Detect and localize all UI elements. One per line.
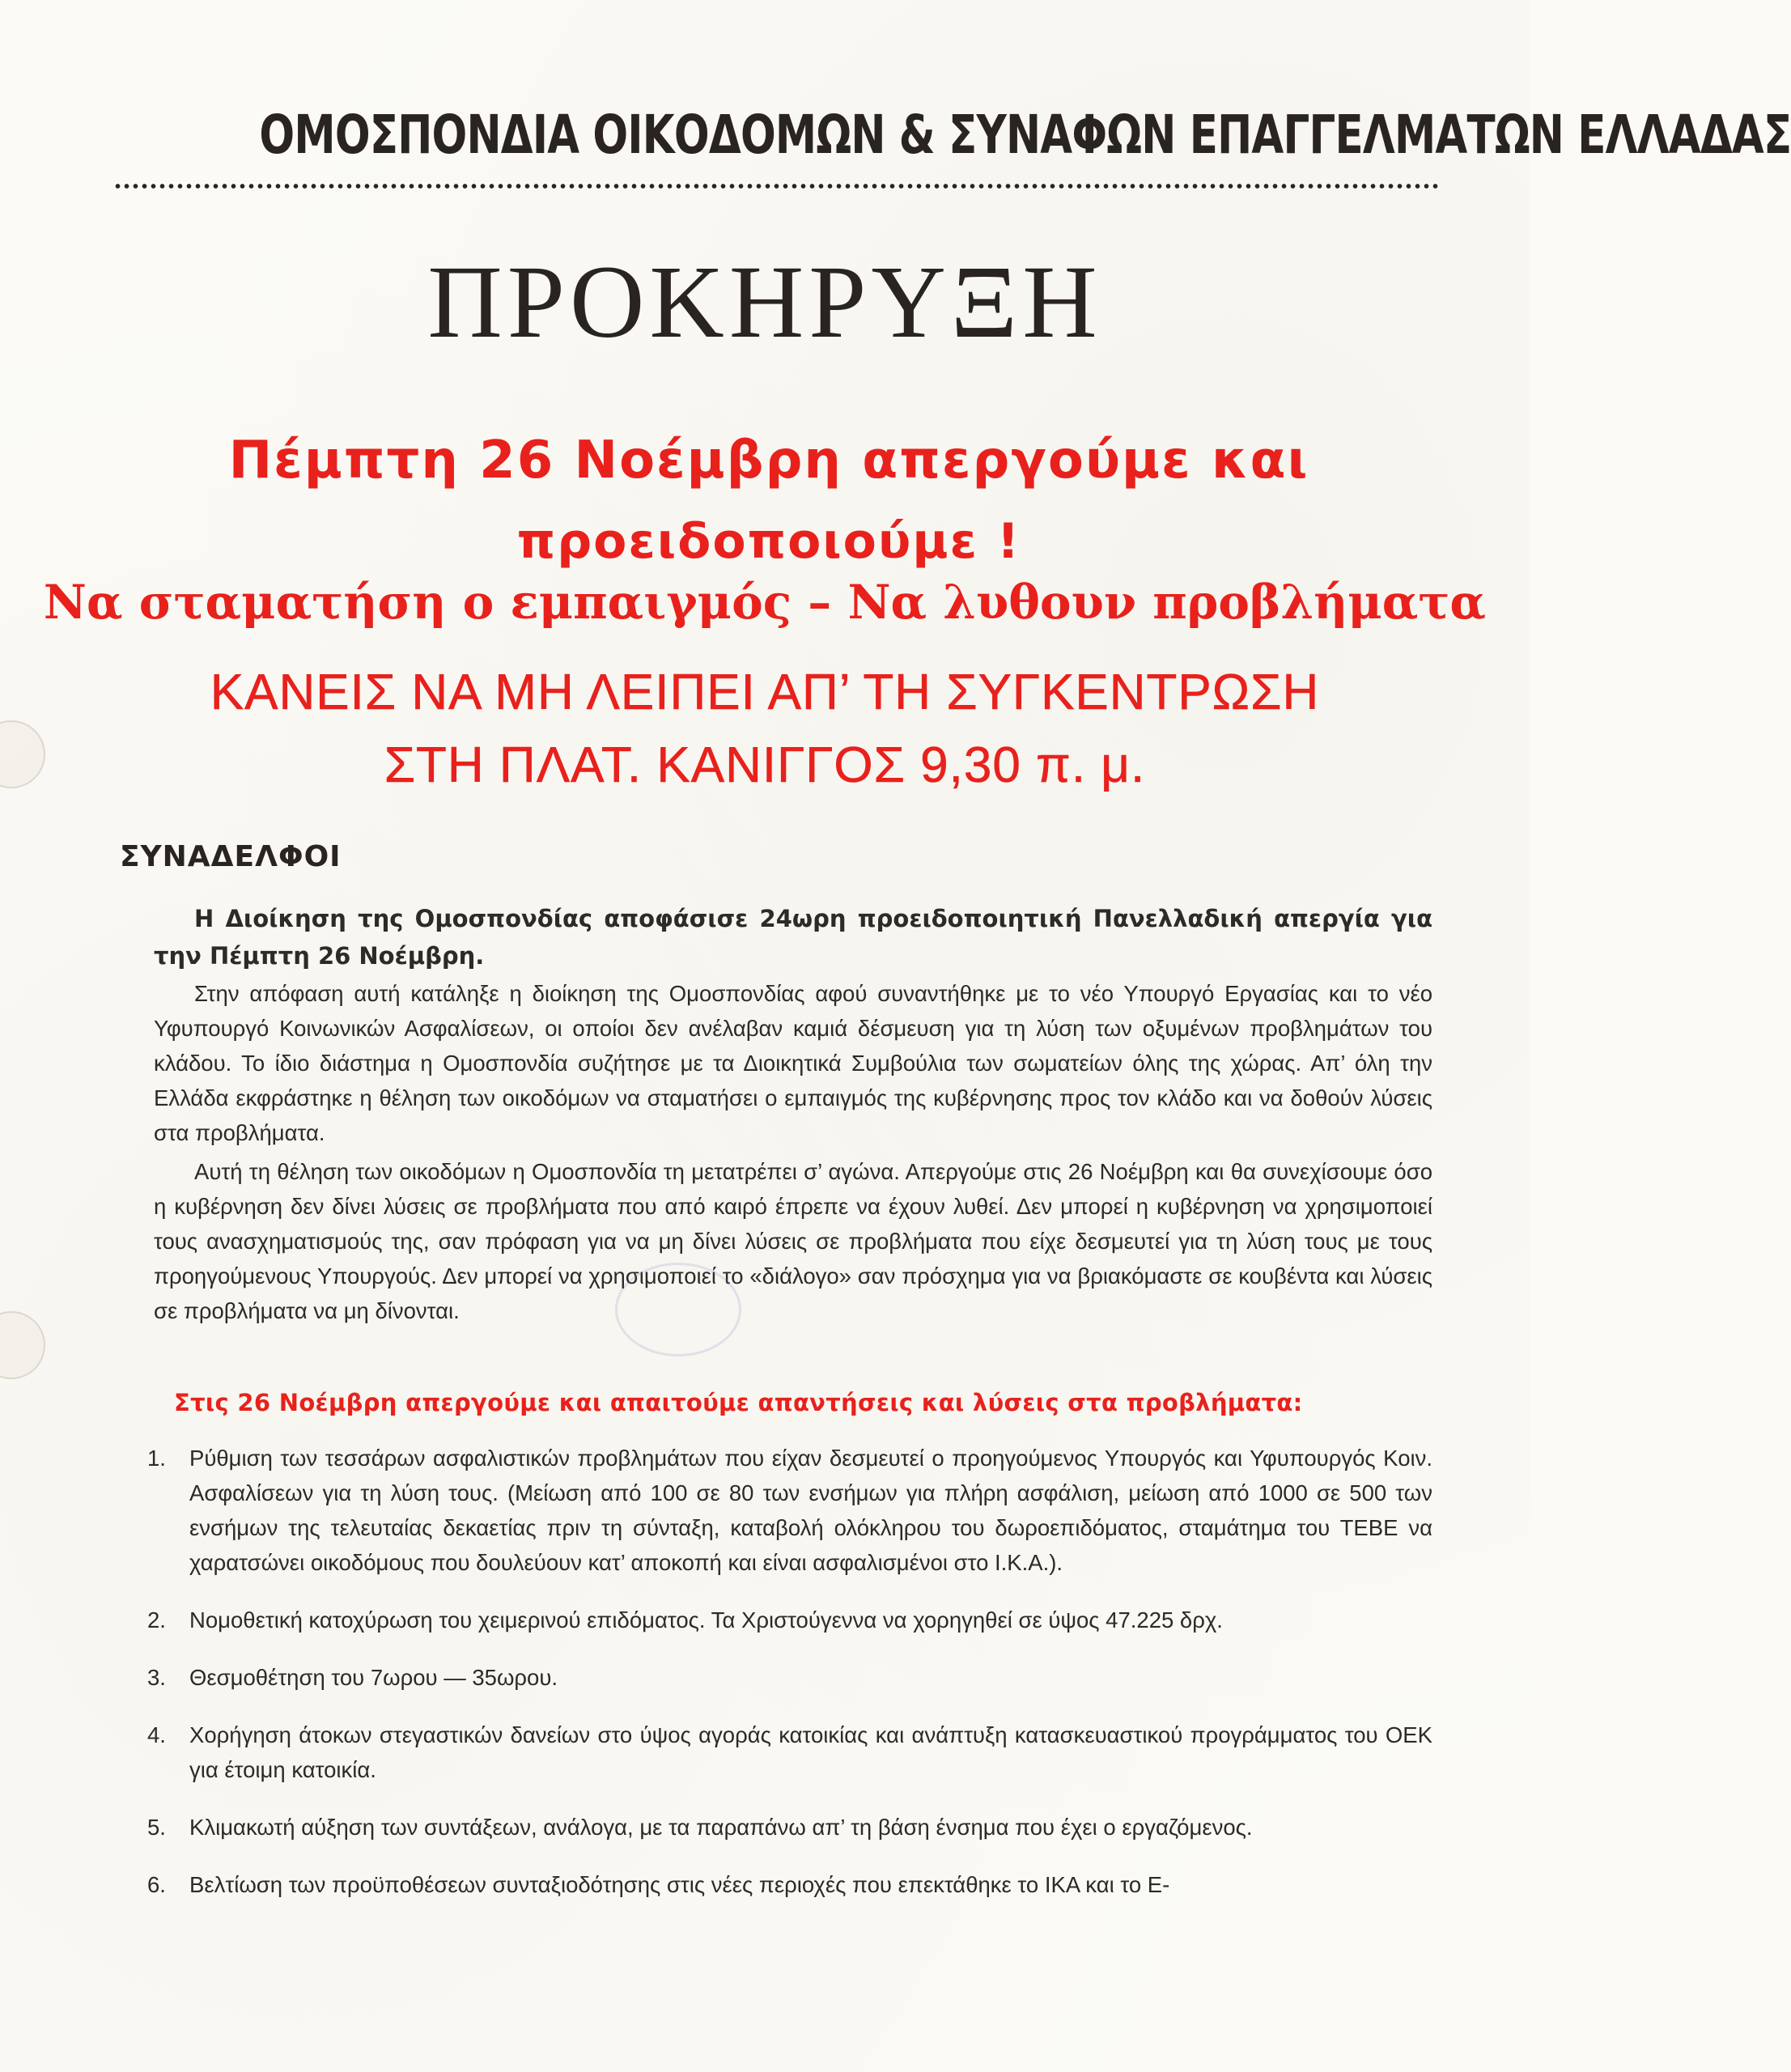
dotted-divider (113, 182, 1441, 190)
punch-hole (0, 1311, 45, 1379)
strike-headline-line-2: προειδοποιούμε ! (516, 513, 1021, 570)
list-item-number: 4. (147, 1722, 166, 1747)
body-paragraph-1: Στην απόφαση αυτή κατάληξε η διοίκηση της Ομοσπονδίας αφού συναντήθηκε με το νέο Υπουργό Εργασίας και το νέο Υφυπουργό Κοινωνικών Ασφαλίσεων, οι οποίοι δεν ανέλαβαν καμιά δέσμευση για τη λύση των οξυμένων προβλημάτων του κλάδου. Το ίδιο διάστημα η Ομοσπονδία συζήτησε με τα Διοικητικά Συμβούλια των σωματείων όλης της χώρας. Απ’ όλη την Ελλάδα εκφράστηκε η θέληση των οικοδόμων να σταματήσει ο εμπαιγμός της κυβέρνησης προς τον κλάδο και να δοθούν λύσεις στα προβλήματα. (154, 981, 1432, 1145)
list-item-text: Ρύθμιση των τεσσάρων ασφαλιστικών προβλημάτων που είχαν δεσμευτεί ο προηγούμενος Υπουργός και Υφυπουργός Κοιν. Ασφαλίσεων για τη λύση τους. (Μείωση από 100 σε 80 των ενσήμων για πλήρη ασφάλιση, μείωση από 1000 σε 500 των ενσήμων της τελευταίας δεκαετίας πριν τη σύνταξη, καταβολή ολόκληρου του δωροεπιδόματος, σταμάτημα του ΤΕΒΕ να χαρατσώνει οικοδόμους που δουλεύουν κατ’ αποκοπή και είναι ασφαλισμένοι στο Ι.Κ.Α.). (189, 1446, 1432, 1575)
demands-list (138, 1441, 1432, 1925)
list-item-text: Θεσμοθέτηση του 7ωρου — 35ωρου. (189, 1665, 558, 1690)
demands-title: Στις 26 Νοέμβρη απεργούμε και απαιτούμε απαντήσεις και λύσεις στα προβλήματα: (174, 1389, 1303, 1416)
list-item (138, 1603, 1432, 1637)
intro-paragraph: Η Διοίκηση της Ομοσπονδίας αποφάσισε 24ωρη προειδοποιητική Πανελλαδική απεργία για την Πέμπτη 26 Νοέμβρη. (154, 905, 1432, 970)
list-item-text: Βελτίωση των προϋποθέσεων συνταξιοδότησης στις νέες περιοχές που επεκτάθηκε το ΙΚΑ και το Ε- (189, 1872, 1170, 1897)
list-item-number: 3. (147, 1665, 166, 1690)
list-item-text: Κλιμακωτή αύξηση των συντάξεων, ανάλογα, με τα παραπάνω απ’ τη βάση ένσημα που έχει ο εργαζόμενος. (189, 1815, 1253, 1840)
organization-header: ΟΜΟΣΠΟΝΔΙΑ ΟΙΚΟΔΟΜΩΝ & ΣΥΝΑΦΩΝ ΕΠΑΓΓΕΛΜΑΤΩΝ ΕΛΛΑΔΑΣ (259, 104, 1791, 166)
list-item (138, 1867, 1432, 1902)
body-paragraph-2: Αυτή τη θέληση των οικοδόμων η Ομοσπονδία τη μετατρέπει σ’ αγώνα. Απεργούμε στις 26 Νοέμβρη και θα συνεχίσουμε όσο η κυβέρνηση δεν δίνει λύσεις σε προβλήματα που από καιρό έπρεπε να έχουν λυθεί. Δεν μπορεί η κυβέρνηση να χρησιμοποιεί τους ανασχηματισμούς της, σαν πρόφαση για να μη δίνει λύσεις σε προβλήματα που είχε δεσμευτεί για τη λύση τους με τους προηγούμενους Υπουργούς. Δεν μπορεί να χρησιμοποιεί το «διάλογο» σαν πρόσχημα για να βριακόμαστε σε κουβέντα και λύσεις σε προβλήματα να μη δίνονται. (154, 1159, 1432, 1323)
list-item-number: 6. (147, 1872, 166, 1897)
demand-slogan: Να σταματήση ο εμπαιγμός – Να λυθουν προβλήματα (43, 575, 1487, 630)
list-item (138, 1660, 1432, 1695)
list-item-number: 1. (147, 1446, 166, 1471)
list-item-text: Νομοθετική κατοχύρωση του χειμερινού επιδόματος. Τα Χριστούγεννα να χορηγηθεί σε ύψος 47.225 δρχ. (189, 1607, 1223, 1633)
salutation: ΣΥΝΑΔΕΛΦΟΙ (120, 840, 342, 873)
rally-line-2: ΣΤΗ ΠΛΑΤ. ΚΑΝΙΓΓΟΣ 9,30 π. μ. (384, 737, 1146, 793)
list-item (138, 1810, 1432, 1845)
strike-headline-line-1: Πέμπτη 26 Νοέμβρη απεργούμε και (228, 431, 1309, 490)
list-item (138, 1441, 1432, 1580)
list-item-number: 5. (147, 1815, 166, 1840)
page-title: ΠΡΟΚΗΡΥΞΗ (427, 244, 1102, 359)
faded-stamp (615, 1263, 741, 1357)
list-item-text: Χορήγηση άτοκων στεγαστικών δανείων στο ύψος αγοράς κατοικίας και ανάπτυξη κατασκευαστικού προγράμματος του ΟΕΚ για έτοιμη κατοικία. (189, 1722, 1432, 1782)
list-item-number: 2. (147, 1607, 166, 1633)
rally-line-1: ΚΑΝΕΙΣ ΝΑ ΜΗ ΛΕΙΠΕΙ ΑΠ’ ΤΗ ΣΥΓΚΕΝΤΡΩΣΗ (210, 664, 1320, 720)
list-item (138, 1717, 1432, 1787)
